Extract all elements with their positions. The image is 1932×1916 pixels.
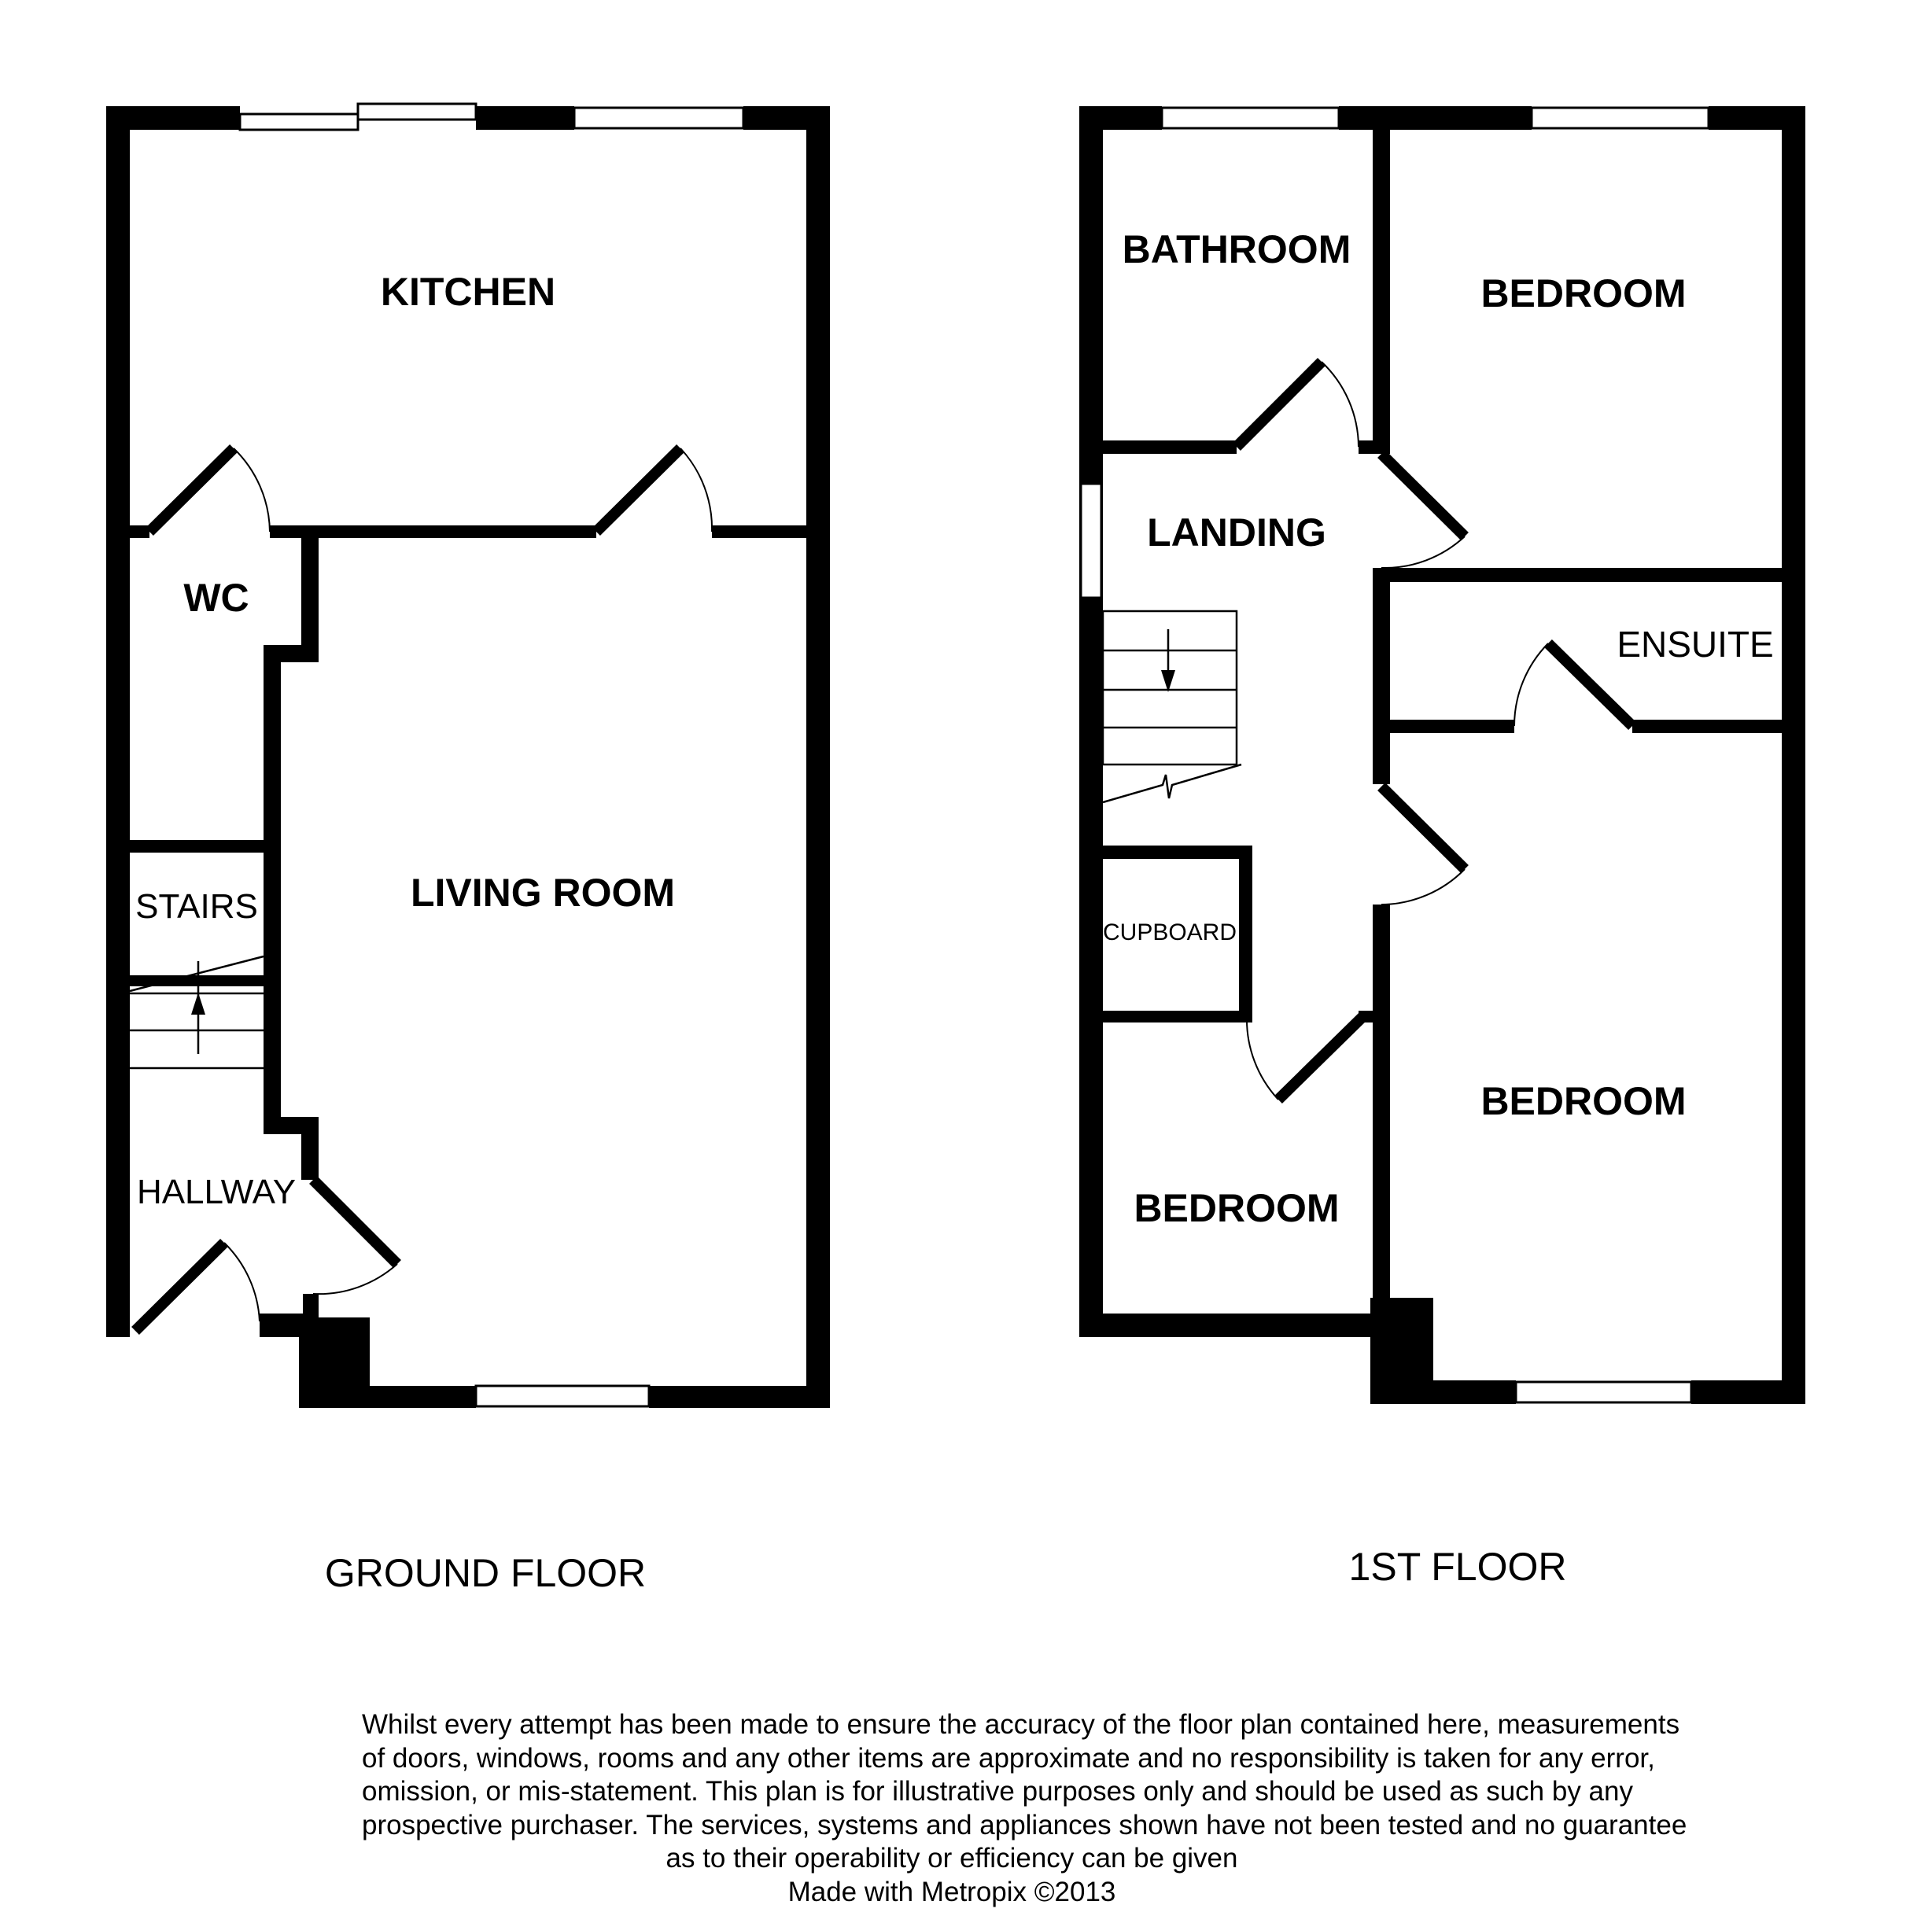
front-bedroom-door-swing [1381, 869, 1465, 905]
ground-floor-title: GROUND FLOOR [324, 1551, 647, 1595]
kitchen-window [574, 108, 743, 128]
kitchen-living-wall [270, 525, 596, 538]
first-stair-flight [1103, 611, 1237, 765]
ground-top-wall-left [106, 106, 240, 130]
ground-right-wall [806, 106, 830, 1408]
rear-bedroom-label: BEDROOM [1480, 271, 1687, 315]
cupboard-bottom-wall [1103, 1011, 1243, 1022]
landing-bedroom-wall [1373, 905, 1390, 1321]
kitchen-patio-door-glazing-left [240, 114, 358, 130]
disclaimer-line: prospective purchaser. The services, systems and appliances shown have not been tested and no guarantee [362, 1809, 1687, 1840]
ensuite-door-swing [1514, 643, 1548, 726]
landing-label: LANDING [1147, 510, 1326, 555]
first-top-wall-left [1079, 106, 1162, 130]
disclaimer-line: omission, or mis-statement. This plan is for illustrative purposes only and should be used as such by any [362, 1776, 1633, 1807]
small-bedroom-door-swing [1247, 1017, 1278, 1100]
bathroom-label: BATHROOM [1122, 227, 1351, 271]
landing-ensuite-wall [1373, 568, 1390, 784]
disclaimer-line: Whilst every attempt has been made to ensure the accuracy of the floor plan contained here, measurements [362, 1709, 1680, 1740]
rear-bedroom-door [1381, 454, 1465, 536]
ground-front-post [303, 1294, 319, 1329]
living-room-window [476, 1386, 649, 1406]
bathroom-rear-bedroom-wall [1373, 130, 1390, 454]
kitchen-patio-door-glazing-right [358, 104, 476, 120]
living-room-label: LIVING ROOM [410, 871, 676, 915]
ground-stair-arrow-head [191, 993, 205, 1015]
first-top-wall-mid [1339, 106, 1532, 130]
ground-front-stub [260, 1314, 303, 1337]
hallway-label: HALLWAY [136, 1173, 297, 1211]
bathroom-door [1237, 362, 1322, 447]
wc-living-wall-upper [301, 525, 319, 661]
first-right-wall [1782, 106, 1805, 1404]
wc-stairs-wall [130, 840, 271, 853]
bathroom-door-swing [1322, 362, 1359, 447]
ensuite-bedroom-wall-right [1632, 720, 1805, 733]
front-door-swing [224, 1243, 260, 1321]
front-bedroom-window [1516, 1382, 1691, 1402]
ensuite-label: ENSUITE [1617, 624, 1774, 665]
disclaimer-line: as to their operability or efficiency can be given [666, 1843, 1238, 1874]
kitchen-living-wall-right [712, 525, 806, 538]
cupboard-right-wall [1239, 846, 1252, 1022]
rear-bedroom-window [1532, 108, 1709, 128]
first-floor-plan [1079, 106, 1805, 1589]
kitchen-label: KITCHEN [380, 270, 556, 314]
bathroom-landing-wall [1103, 440, 1237, 454]
first-left-wall [1079, 106, 1103, 1337]
cupboard-label: CUPBOARD [1102, 919, 1237, 945]
stairs-label: STAIRS [135, 887, 258, 926]
disclaimer-line: of doors, windows, rooms and any other items are approximate and no responsibility is taken for any error, [362, 1742, 1655, 1774]
small-bedroom-label: BEDROOM [1134, 1186, 1340, 1230]
disclaimer [362, 1708, 1687, 1909]
wc-label: WC [183, 576, 249, 620]
first-floor-title: 1ST FLOOR [1348, 1545, 1567, 1589]
hall-living-door [313, 1180, 397, 1264]
wc-door [149, 448, 234, 532]
ground-top-wall-mid [476, 106, 574, 130]
rear-bedroom-ensuite-wall [1373, 568, 1805, 582]
first-bottom-wall-right [1691, 1380, 1805, 1404]
kitchen-living-door-swing [680, 448, 712, 532]
front-door [135, 1243, 224, 1331]
hall-living-door-swing [313, 1264, 397, 1294]
hall-living-wall [264, 645, 281, 1133]
front-bedroom-door [1381, 787, 1465, 869]
first-stair-break [1103, 765, 1241, 802]
hall-living-wall-lower [301, 1117, 319, 1180]
cupboard-top-wall [1103, 846, 1252, 859]
ensuite-bedroom-wall-left [1373, 720, 1514, 733]
rear-bedroom-door-swing [1381, 536, 1465, 568]
metropix-credit: Made with Metropix ©2013 [787, 1876, 1116, 1907]
small-bedroom-door [1278, 1017, 1362, 1100]
front-bedroom-label: BEDROOM [1480, 1079, 1687, 1123]
landing-window [1081, 484, 1101, 598]
ground-front-pillar [299, 1317, 370, 1408]
kitchen-living-door [596, 448, 680, 532]
ground-left-wall [106, 106, 130, 1337]
ground-bottom-wall-right [649, 1386, 830, 1408]
bathroom-window [1162, 108, 1339, 128]
wc-door-swing [234, 448, 270, 532]
first-bottom-wall-left [1079, 1314, 1378, 1337]
ground-floor-plan [106, 104, 830, 1595]
